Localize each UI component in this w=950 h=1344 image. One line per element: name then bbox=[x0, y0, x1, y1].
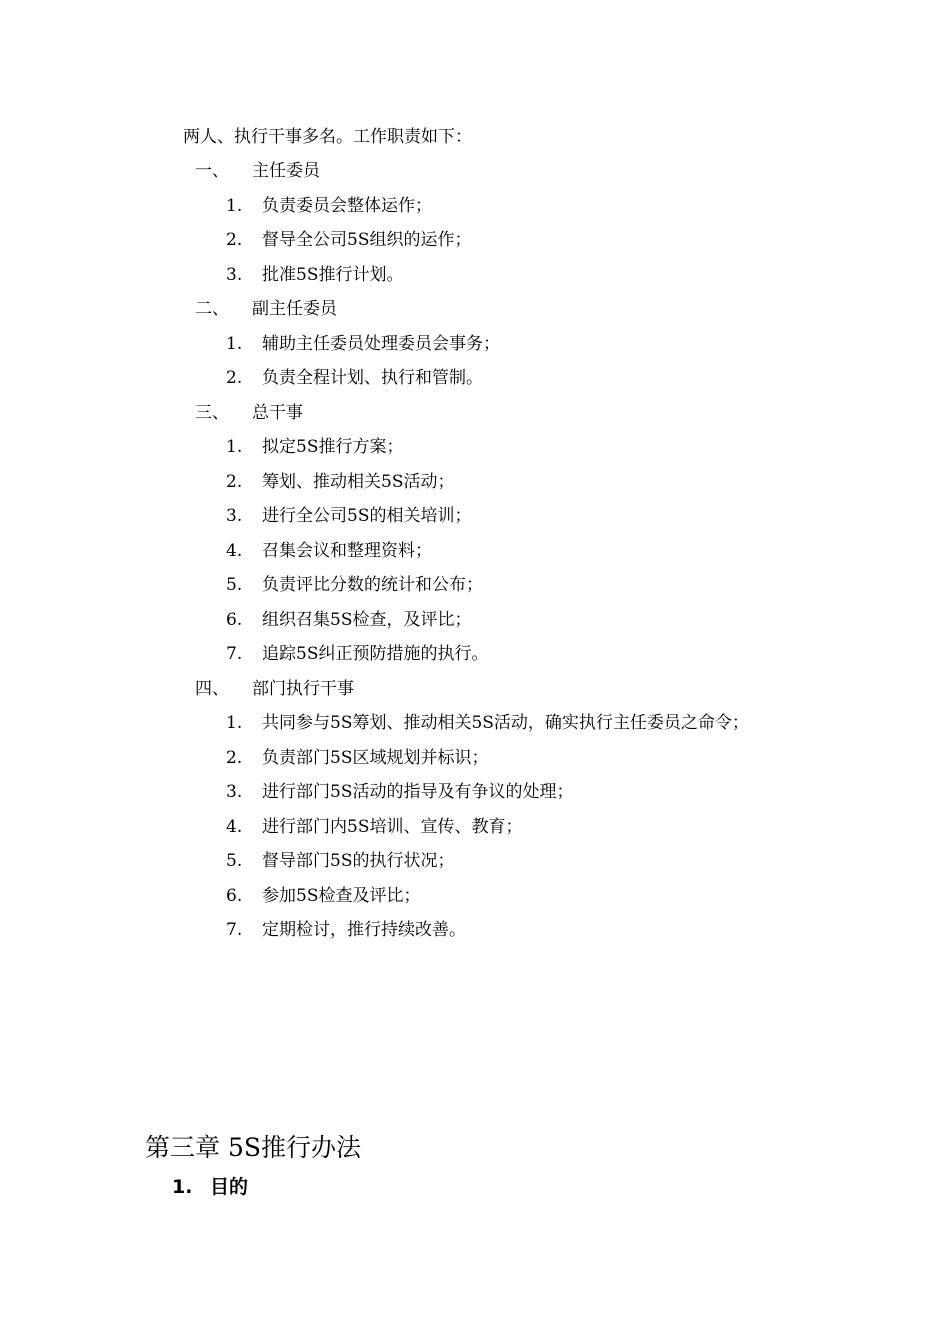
item-number: 5. bbox=[226, 851, 243, 871]
item-number: 7. bbox=[226, 920, 243, 940]
item-text: 负责委员会整体运作； bbox=[262, 196, 432, 216]
item-text: 参加5S检查及评比； bbox=[262, 886, 421, 906]
list-item bbox=[226, 850, 454, 872]
item-text: 负责评比分数的统计和公布； bbox=[262, 575, 483, 595]
list-item bbox=[226, 885, 420, 907]
item-number: 3. bbox=[226, 265, 243, 285]
list-item bbox=[226, 195, 432, 217]
list-item bbox=[226, 643, 488, 665]
list-item bbox=[226, 781, 573, 803]
item-text: 拟定5S推行方案； bbox=[262, 437, 404, 457]
list-item bbox=[226, 712, 749, 734]
item-number: 7. bbox=[226, 644, 243, 664]
section-number: 四、 bbox=[195, 679, 229, 699]
item-text: 督导全公司5S组织的运作； bbox=[262, 230, 472, 250]
item-number: 4. bbox=[226, 817, 243, 837]
list-item bbox=[226, 747, 488, 769]
section-title: 总干事 bbox=[252, 403, 303, 423]
list-item bbox=[226, 333, 500, 355]
list-item bbox=[226, 436, 403, 458]
list-item bbox=[226, 816, 522, 838]
item-number: 2. bbox=[226, 472, 243, 492]
item-text: 组织召集5S检查，及评比； bbox=[262, 610, 472, 630]
item-number: 1. bbox=[226, 196, 243, 216]
item-number: 1. bbox=[226, 437, 243, 457]
item-number: 2. bbox=[226, 368, 243, 388]
item-number: 2. bbox=[226, 748, 243, 768]
section-heading bbox=[195, 160, 320, 182]
item-number: 2. bbox=[226, 230, 243, 250]
list-item bbox=[226, 367, 483, 389]
section-heading bbox=[195, 298, 337, 320]
item-text: 筹划、推动相关5S活动； bbox=[262, 472, 455, 492]
chapter-title: 第三章 5S推行办法 bbox=[145, 1133, 361, 1162]
item-text: 进行部门5S活动的指导及有争议的处理； bbox=[262, 782, 574, 802]
section-heading bbox=[195, 678, 354, 700]
list-item bbox=[226, 229, 471, 251]
section-number: 三、 bbox=[195, 403, 229, 423]
section-number: 一、 bbox=[195, 161, 229, 181]
item-text: 督导部门5S的执行状况； bbox=[262, 851, 455, 871]
list-item bbox=[226, 609, 471, 631]
section-heading bbox=[195, 402, 303, 424]
section-title: 副主任委员 bbox=[252, 299, 337, 319]
item-number: 4. bbox=[226, 541, 243, 561]
item-text: 负责部门5S区域规划并标识； bbox=[262, 748, 489, 768]
item-text: 批准5S推行计划。 bbox=[262, 265, 404, 285]
list-item bbox=[226, 264, 403, 286]
item-number: 3. bbox=[226, 782, 243, 802]
item-text: 定期检讨，推行持续改善。 bbox=[262, 920, 466, 940]
section-title: 部门执行干事 bbox=[252, 679, 354, 699]
item-text: 共同参与5S筹划、推动相关5S活动，确实执行主任委员之命令； bbox=[262, 713, 749, 733]
list-item bbox=[226, 919, 466, 941]
list-item bbox=[226, 471, 454, 493]
list-item bbox=[226, 505, 471, 527]
item-number: 1. bbox=[226, 334, 243, 354]
item-text: 进行部门内5S培训、宣传、教育； bbox=[262, 817, 523, 837]
item-text: 进行全公司5S的相关培训； bbox=[262, 506, 472, 526]
item-number: 6. bbox=[226, 886, 243, 906]
item-text: 负责全程计划、执行和管制。 bbox=[262, 368, 483, 388]
section-title: 主任委员 bbox=[252, 161, 320, 181]
item-number: 3. bbox=[226, 506, 243, 526]
intro-paragraph: 两人、执行干事多名。工作职责如下： bbox=[183, 127, 472, 147]
item-number: 5. bbox=[226, 575, 243, 595]
subheading-number: 1. bbox=[172, 1176, 193, 1198]
section-number: 二、 bbox=[195, 299, 229, 319]
subheading bbox=[172, 1174, 248, 1200]
item-text: 召集会议和整理资料； bbox=[262, 541, 432, 561]
item-text: 追踪5S纠正预防措施的执行。 bbox=[262, 644, 489, 664]
list-item bbox=[226, 540, 432, 562]
item-text: 辅助主任委员处理委员会事务； bbox=[262, 334, 500, 354]
item-number: 6. bbox=[226, 610, 243, 630]
list-item bbox=[226, 574, 483, 596]
item-number: 1. bbox=[226, 713, 243, 733]
subheading-text: 目的 bbox=[210, 1176, 249, 1198]
